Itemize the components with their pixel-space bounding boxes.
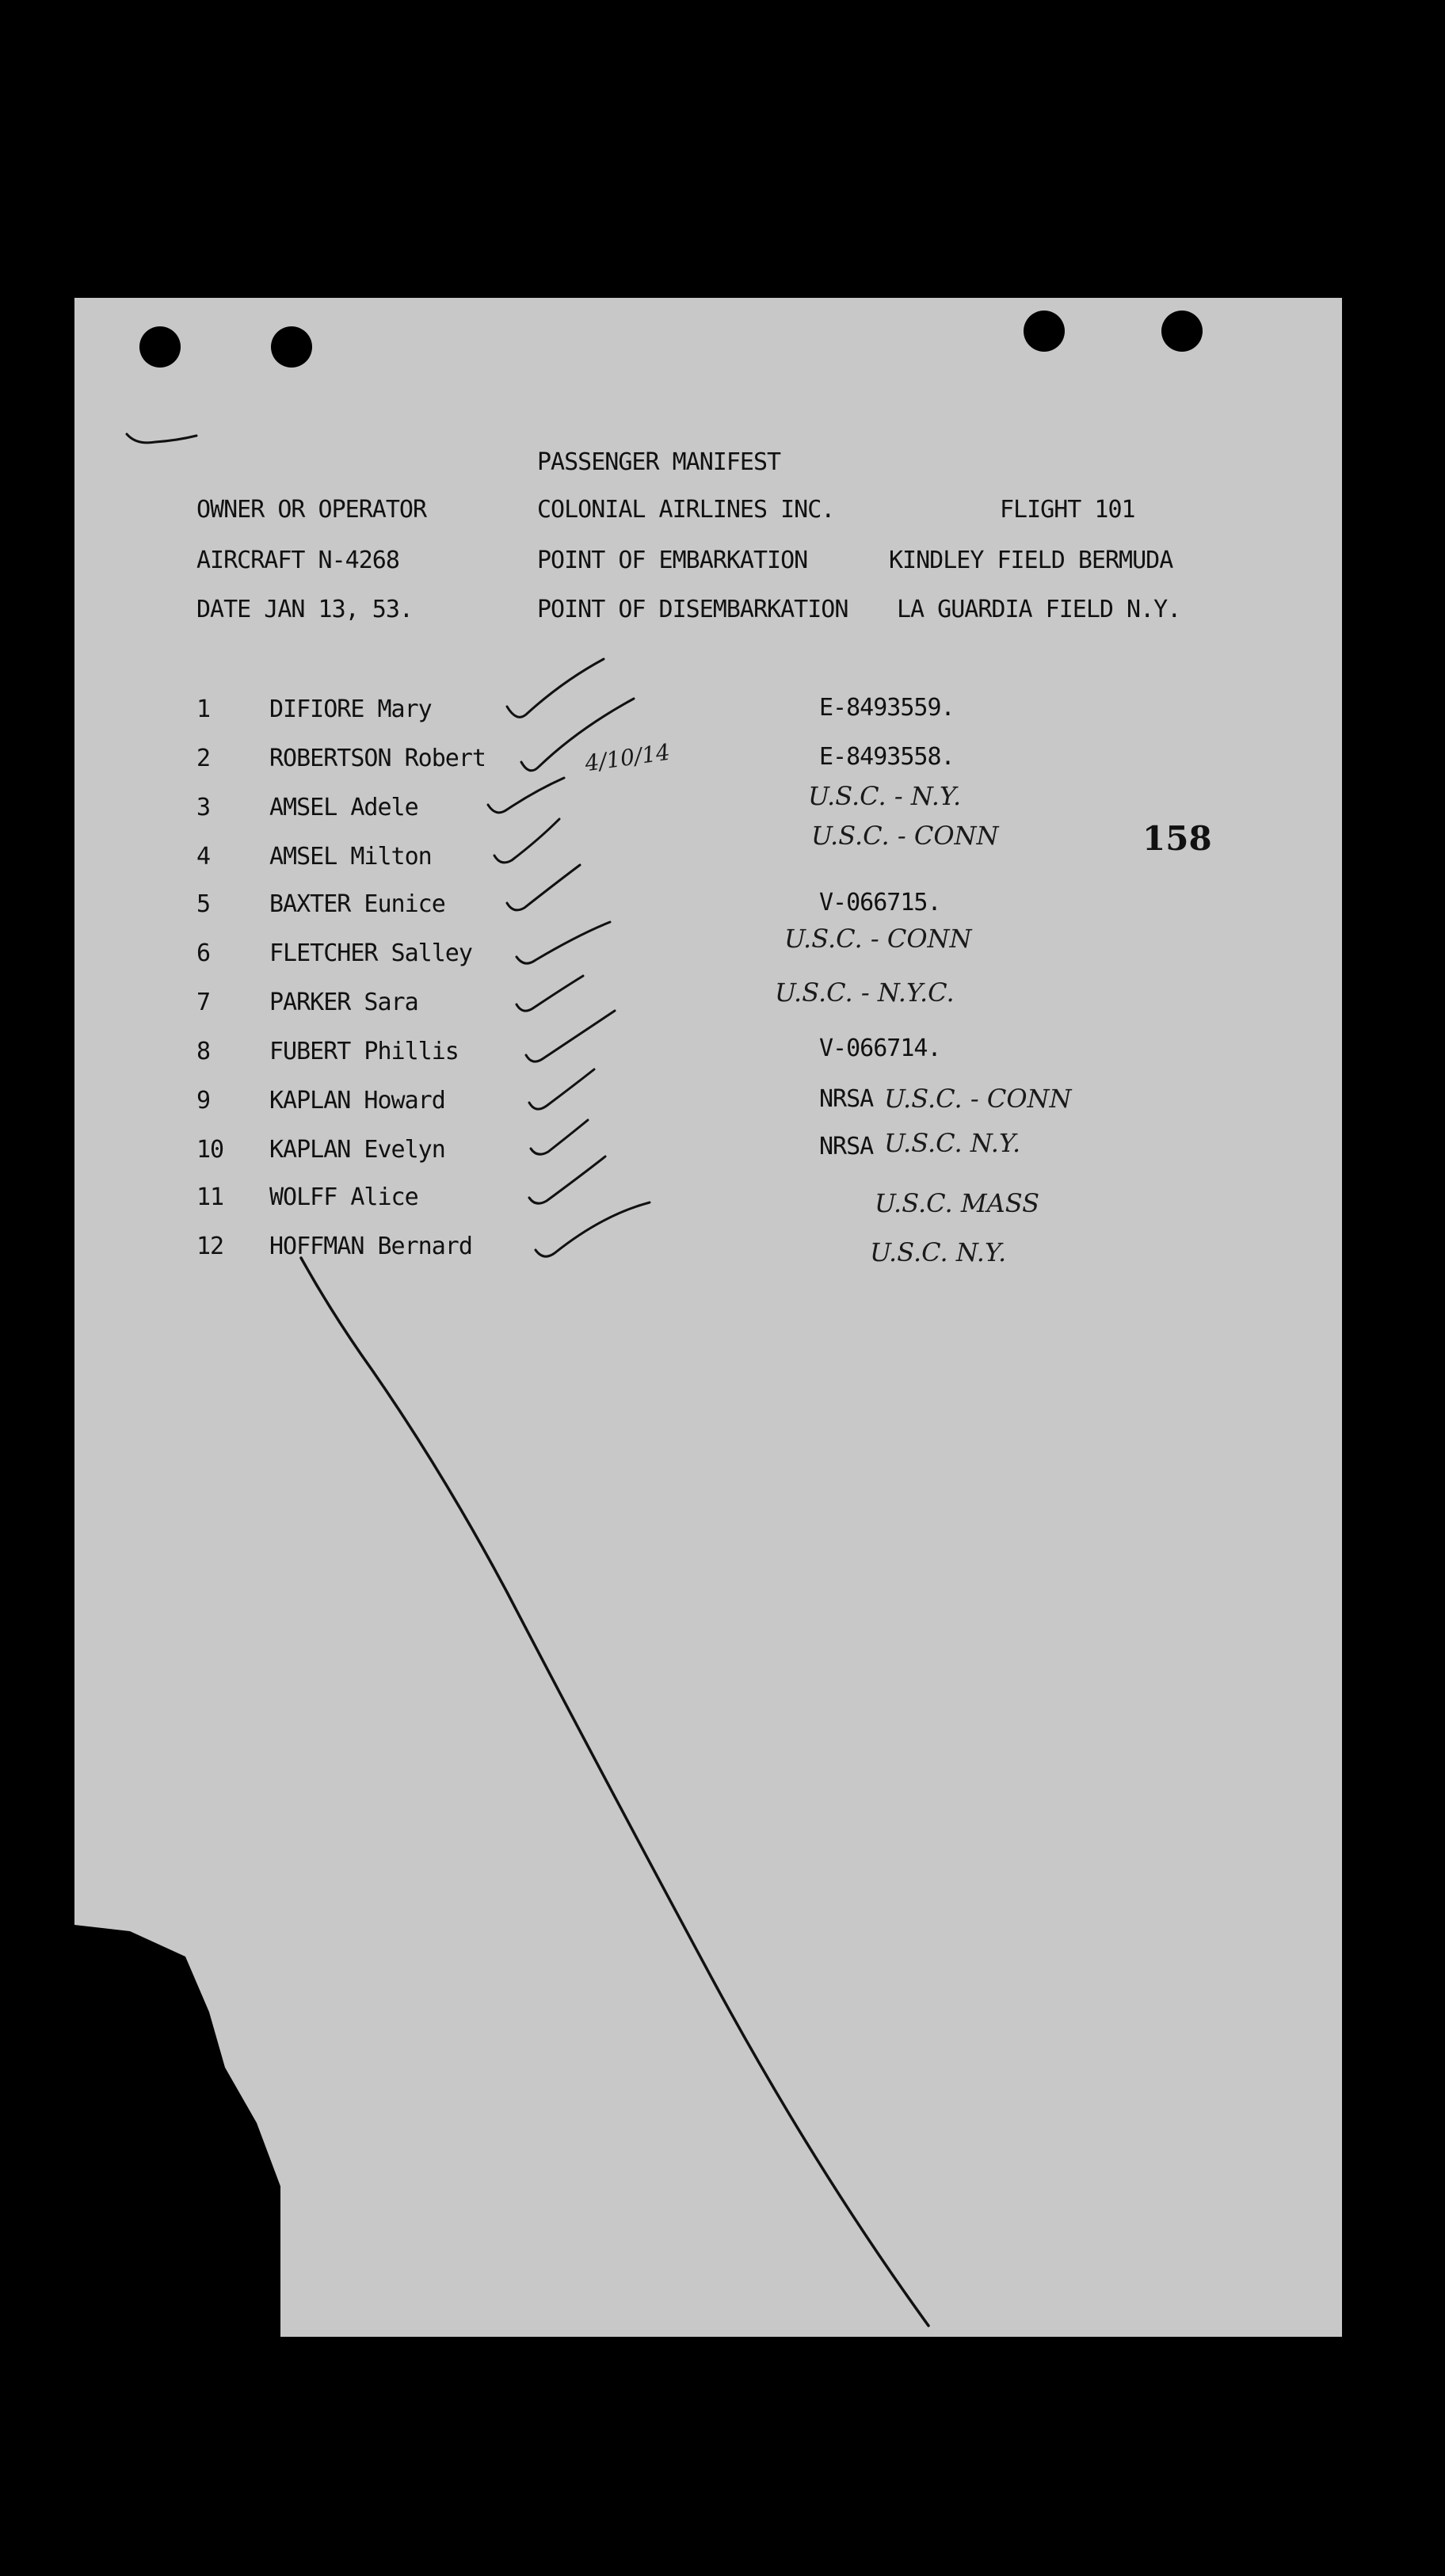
passenger-note: U.S.C. - CONN [811,821,999,851]
disembarkation-value: LA GUARDIA FIELD N.Y. [897,596,1181,623]
passenger-document: E-8493558. [819,743,955,771]
passenger-number: 10 [196,1136,224,1164]
passenger-name: FUBERT Phillis [269,1038,459,1065]
margin-note: 4/10/14 [583,738,672,777]
passenger-name: BAXTER Eunice [269,890,445,918]
passenger-number: 4 [196,843,211,871]
punch-hole [1024,311,1065,352]
manifest-date: DATE JAN 13, 53. [196,596,413,623]
passenger-name: AMSEL Adele [269,794,418,821]
passenger-note: U.S.C. - N.Y.C. [775,977,955,1008]
torn-corner [74,1925,280,2345]
passenger-name: KAPLAN Evelyn [269,1136,445,1164]
passenger-note: U.S.C. - CONN [784,924,972,954]
passenger-document: V-066715. [819,889,941,916]
passenger-number: 5 [196,890,211,918]
punch-hole [1161,311,1203,352]
owner-value: COLONIAL AIRLINES INC. [537,496,835,524]
passenger-name: FLETCHER Salley [269,939,472,967]
passenger-number: 2 [196,745,211,772]
passenger-name: PARKER Sara [269,989,418,1016]
passenger-name: HOFFMAN Bernard [269,1233,472,1260]
flight-number: FLIGHT 101 [1000,496,1135,524]
punch-hole [139,326,181,368]
embarkation-value: KINDLEY FIELD BERMUDA [889,547,1173,574]
passenger-note: U.S.C. N.Y. [870,1237,1007,1267]
passenger-name: KAPLAN Howard [269,1087,445,1115]
embarkation-label: POINT OF EMBARKATION [537,547,808,574]
passenger-document: E-8493559. [819,694,955,722]
owner-label: OWNER OR OPERATOR [196,496,427,524]
passenger-document: NRSA [819,1133,874,1160]
passenger-note: U.S.C. - N.Y. [808,781,962,811]
passenger-name: DIFIORE Mary [269,695,432,723]
manifest-title: PASSENGER MANIFEST [537,448,781,476]
passenger-number: 6 [196,939,211,967]
passenger-note: U.S.C. - CONN [884,1084,1072,1114]
passenger-number: 7 [196,989,211,1016]
punch-hole [271,326,312,368]
passenger-number: 1 [196,695,211,723]
passenger-number: 12 [196,1233,224,1260]
passenger-number: 3 [196,794,211,821]
passenger-number: 9 [196,1087,211,1115]
passenger-number: 11 [196,1183,224,1211]
passenger-document: NRSA [819,1085,874,1113]
passenger-document: V-066714. [819,1035,941,1062]
passenger-name: AMSEL Milton [269,843,432,871]
passenger-name: WOLFF Alice [269,1183,418,1211]
disembarkation-label: POINT OF DISEMBARKATION [537,596,848,623]
passenger-note: U.S.C. MASS [875,1188,1039,1218]
passenger-number: 8 [196,1038,211,1065]
aircraft-number: AIRCRAFT N-4268 [196,547,399,574]
passenger-note: U.S.C. N.Y. [884,1128,1021,1158]
passenger-name: ROBERTSON Robert [269,745,486,772]
page-number: 158 [1142,819,1212,858]
